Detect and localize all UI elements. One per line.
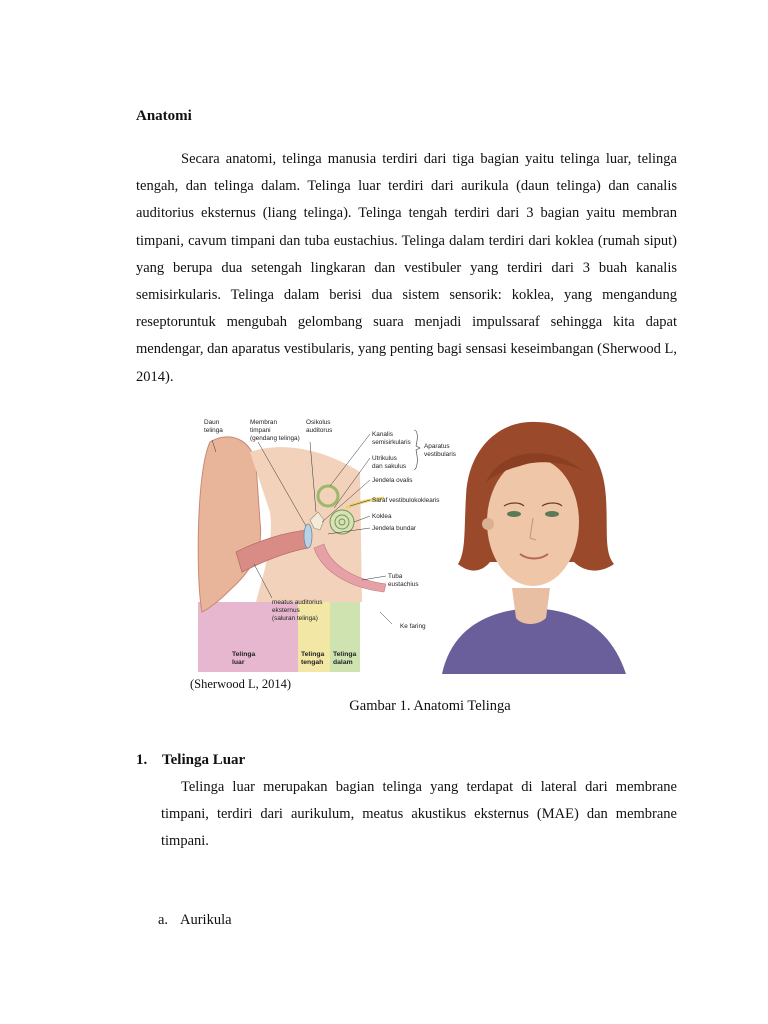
label-osikolus: Osikolus <box>306 419 331 426</box>
section-heading: Anatomi <box>136 108 192 124</box>
cochlea <box>330 510 354 534</box>
label-daun-telinga-1: Daun <box>204 419 220 426</box>
svg-text:Telingadalam: Telinga dalam <box>333 651 357 666</box>
label-saraf: Saraf vestibulokoklearis <box>372 497 440 504</box>
svg-text:Telingaluar: Telinga luar <box>232 651 256 666</box>
label-jendela-bundar: Jendela bundar <box>372 525 417 532</box>
svg-text:Utrikulusdan sakulus: Utrikulus dan sakulus <box>372 455 407 470</box>
label-kanalis: Kanalis <box>372 431 393 438</box>
svg-text:Membrantimpani(gendang telinga: Membran timpani (gendang telinga) <box>250 419 300 442</box>
section-title <box>136 752 245 769</box>
label-telinga-tengah: Telinga <box>301 651 325 658</box>
figure-caption: Gambar 1. Anatomi Telinga <box>349 698 511 714</box>
svg-text:Osikolusauditorus: Osikolus auditorus <box>306 419 333 434</box>
svg-text:meatus auditoriuseksternus(sal: meatus auditorius eksternus (saluran telinga) <box>272 599 323 622</box>
section-title-text: Telinga Luar <box>162 752 246 768</box>
label-telinga-dalam: Telinga <box>333 651 357 658</box>
ear-anatomy-figure <box>190 412 640 674</box>
svg-text:Aparatusvestibularis: Aparatus vestibularis <box>424 443 456 458</box>
section-number: 1. <box>136 752 148 768</box>
label-membran-timpani: Membran <box>250 419 277 426</box>
woman-portrait-illustration <box>442 422 626 674</box>
sub-item-text: Aurikula <box>180 912 232 928</box>
eardrum <box>304 524 312 548</box>
ear-auricle <box>198 437 260 612</box>
sub-item-letter: a. <box>158 912 169 928</box>
label-utrikulus: Utrikulus <box>372 455 397 462</box>
label-koklea: Koklea <box>372 513 392 520</box>
label-telinga-luar: Telinga <box>232 651 256 658</box>
sub-item-aurikula <box>158 912 232 929</box>
svg-text:Kanalissemisirkularis: Kanalis semisirkularis <box>372 431 411 446</box>
label-tuba: Tuba <box>388 573 403 580</box>
svg-text:Telingatengah: Telinga tengah <box>301 651 325 666</box>
label-ke-faring: Ke faring <box>400 623 426 630</box>
figure-source: (Sherwood L, 2014) <box>190 677 292 691</box>
section-paragraph: Telinga luar merupakan bagian telinga yang terdapat di lateral dari membrane timpani, terdiri dari aurikulum, meatus akustikus eksternus (MAE) dan membrane timpani. <box>161 779 677 850</box>
svg-text:Tubaeustachius: Tuba eustachius <box>388 573 419 588</box>
label-aparatus: Aparatus <box>424 443 450 450</box>
label-jendela-ovalis: Jendela ovalis <box>372 477 413 484</box>
label-meatus: meatus auditorius <box>272 599 323 606</box>
svg-text:Dauntelinga: Daun telinga <box>204 419 223 434</box>
intro-paragraph: Secara anatomi, telinga manusia terdiri dari tiga bagian yaitu telinga luar, telinga tengah, dan telinga dalam. Telinga luar terdiri dari aurikula (daun telinga) dan canalis auditorius eksternus (liang telinga). Telinga tengah terdiri dari 3 bagian yaitu membran timpani, cavum timpani dan tuba eustachius. Telinga dalam terdiri dari koklea (rumah siput) yang berupa dua setengah lingkaran dan vestibuler yang terdiri dari 3 buah kanalis semisirkularis. Telinga dalam berisi dua sistem sensorik: koklea, yang mengandung reseptoruntuk mengubah gelombang suara menjadi impulssaraf sehingga kita dapat mendengar, dan aparatus vestibularis, yang penting bagi sensasi keseimbangan (Sherwood L, 2014). <box>136 151 677 385</box>
